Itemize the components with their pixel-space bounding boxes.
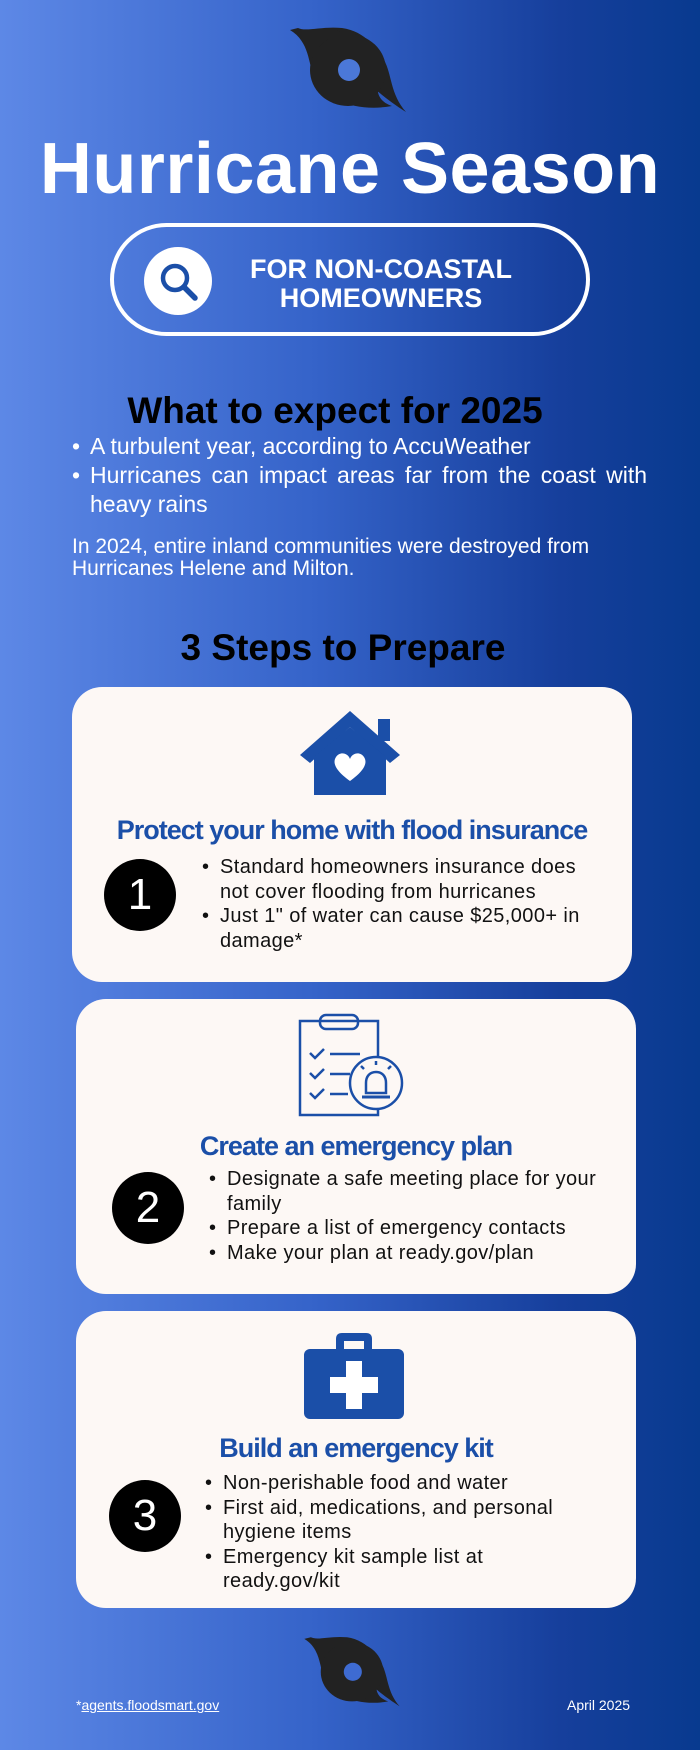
audience-line-1: FOR NON-COASTAL <box>250 254 512 284</box>
list-item: • Hurricanes can impact areas far from the coast with heavy rains <box>72 461 647 519</box>
list-item: • Non-perishable food and water <box>205 1471 605 1496</box>
step-card-2 <box>76 999 636 1294</box>
list-item: • Standard homeowners insurance does not cover flooding from hurricanes <box>202 855 602 904</box>
step-2-list <box>209 1167 619 1265</box>
step-2-title: Create an emergency plan <box>199 1131 513 1161</box>
clipboard-alarm-icon <box>298 1013 408 1122</box>
step-1-number: 1 <box>104 859 176 931</box>
house-heart-icon <box>296 705 404 802</box>
list-item: • Emergency kit sample list at ready.gov/kit <box>205 1545 605 1594</box>
step-1-title: Protect your home with flood insurance <box>116 815 588 845</box>
footer-source <box>76 1697 219 1713</box>
step-card-3 <box>76 1311 636 1608</box>
list-item: • Just 1" of water can cause $25,000+ in damage* <box>202 904 602 953</box>
expect-list <box>72 432 647 519</box>
list-item: • First aid, medications, and personal hygiene items <box>205 1496 605 1545</box>
list-item: • Designate a safe meeting place for your family <box>209 1167 619 1216</box>
list-item: • A turbulent year, according to AccuWeather <box>72 432 647 461</box>
step-3-number: 3 <box>109 1480 181 1552</box>
step-3-list <box>205 1471 605 1594</box>
search-icon <box>144 247 212 315</box>
source-link[interactable]: agents.floodsmart.gov <box>81 1697 220 1713</box>
footnote-marker: * <box>76 1697 82 1713</box>
step-1-list <box>202 855 602 953</box>
audience-badge-text <box>226 255 536 313</box>
step-3-title: Build an emergency kit <box>219 1433 493 1463</box>
hurricane-icon <box>280 24 416 114</box>
step-2-number: 2 <box>112 1172 184 1244</box>
hurricane-icon <box>296 1634 408 1708</box>
list-item: • Prepare a list of emergency contacts <box>209 1216 619 1241</box>
list-item: • Make your plan at ready.gov/plan <box>209 1241 619 1266</box>
footer-date: April 2025 <box>567 1697 631 1713</box>
expect-heading: What to expect for 2025 <box>127 390 543 431</box>
audience-badge <box>110 223 590 336</box>
expect-note: In 2024, entire inland communities were destroyed from Hurricanes Helene and Milton. <box>72 535 590 580</box>
step-card-1 <box>72 687 632 982</box>
first-aid-kit-icon <box>302 1331 406 1426</box>
audience-line-2: HOMEOWNERS <box>279 283 483 313</box>
steps-heading: 3 Steps to Prepare <box>180 627 506 668</box>
page-title: Hurricane Season <box>39 129 661 209</box>
